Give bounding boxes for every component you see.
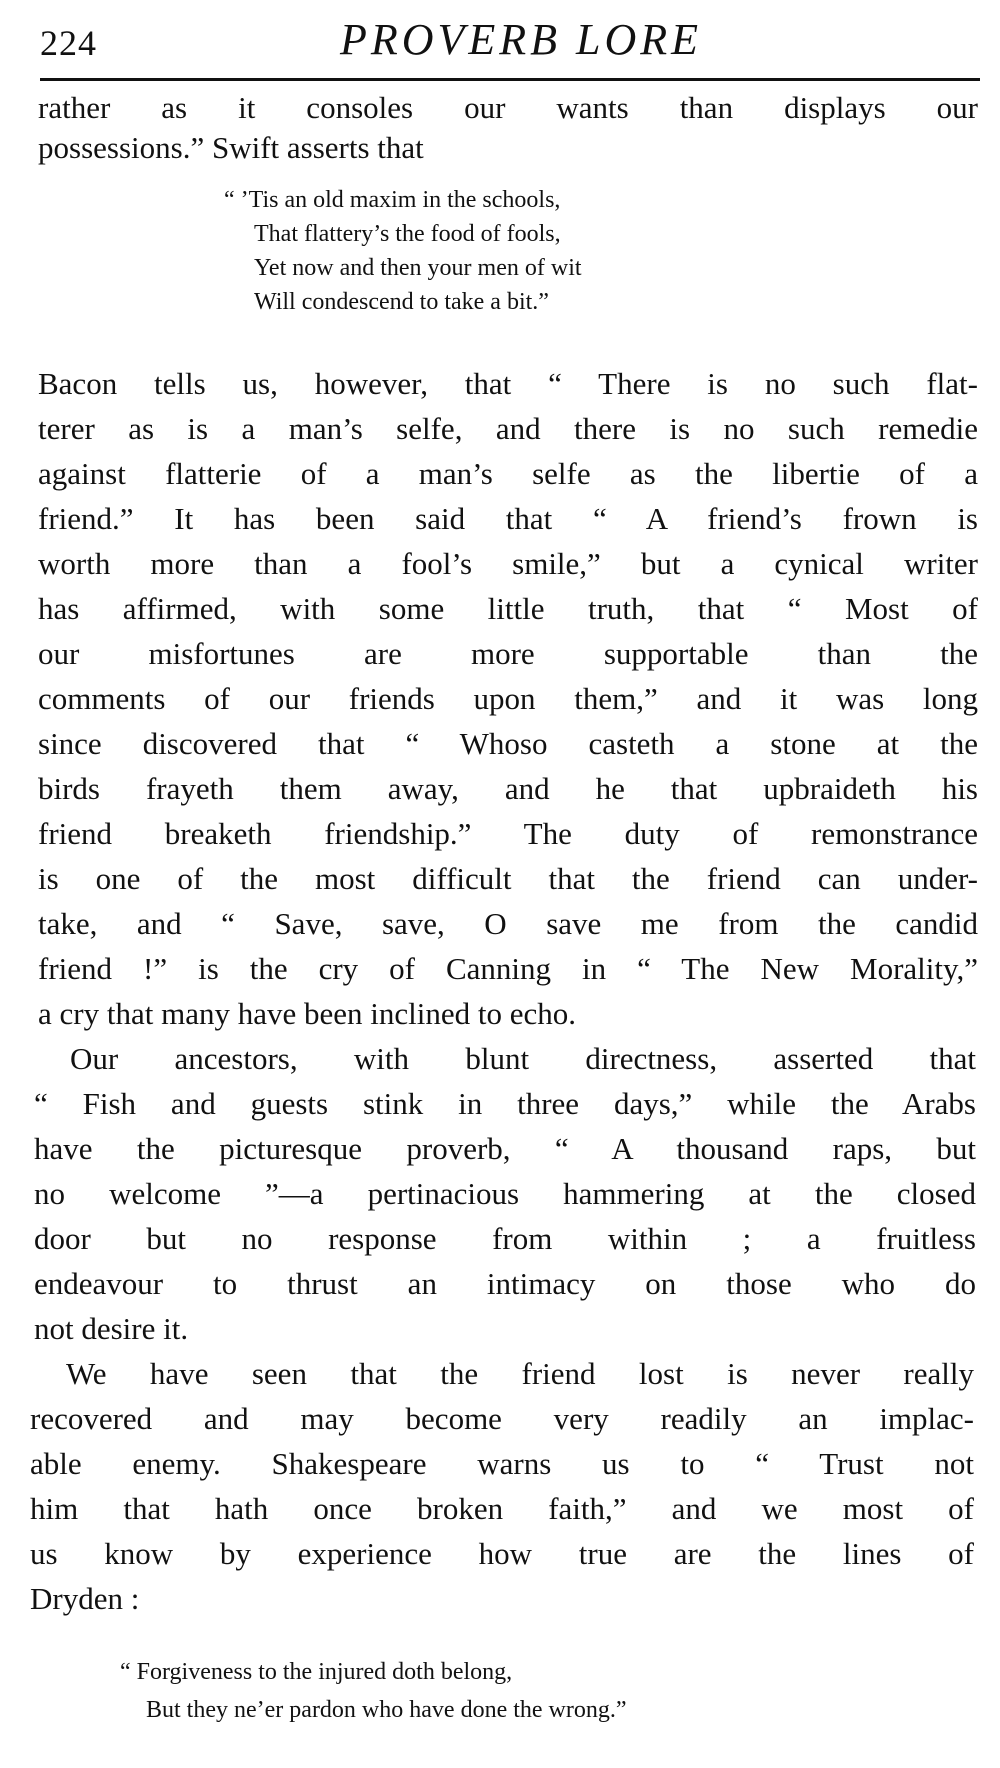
text-line: since discovered that “ Whoso casteth a stone at the [38, 726, 978, 761]
text-line: us know by experience how true are the lines of [30, 1536, 974, 1571]
verse-line: But they ne’er pardon who have done the wrong.” [146, 1697, 627, 1723]
text-line: Bacon tells us, however, that “ There is no such flat- [38, 366, 978, 401]
text-line: worth more than a fool’s smile,” but a cynical writer [38, 546, 978, 581]
text-line: terer as is a man’s selfe, and there is no such remedie [38, 411, 978, 446]
verse-line: Yet now and then your men of wit [254, 255, 582, 281]
text-line: Our ancestors, with blunt directness, asserted that [70, 1041, 976, 1076]
text-line: friend.” It has been said that “ A friend’s frown is [38, 501, 978, 536]
text-line: no welcome ”—a pertinacious hammering at the closed [34, 1176, 976, 1211]
text-line: birds frayeth them away, and he that upbraideth his [38, 771, 978, 806]
text-line: has affirmed, with some little truth, that “ Most of [38, 591, 978, 626]
verse-line: That flattery’s the food of fools, [254, 221, 561, 247]
text-line: have the picturesque proverb, “ A thousand raps, but [34, 1131, 976, 1166]
verse-line: Will condescend to take a bit.” [254, 289, 549, 315]
text-line: our misfortunes are more supportable than the [38, 636, 978, 671]
text-line: We have seen that the friend lost is never really [66, 1356, 974, 1391]
header-rule [40, 78, 980, 81]
text-line: him that hath once broken faith,” and we most of [30, 1491, 974, 1526]
text-line: is one of the most difficult that the friend can under- [38, 861, 978, 896]
text-line: comments of our friends upon them,” and it was long [38, 681, 978, 716]
text-line: recovered and may become very readily an implac- [30, 1401, 974, 1436]
page-header [40, 8, 980, 78]
text-line: “ Fish and guests stink in three days,” while the Arabs [34, 1086, 976, 1121]
text-line: against flatterie of a man’s selfe as the libertie of a [38, 456, 978, 491]
text-line: friend !” is the cry of Canning in “ The New Morality,” [38, 951, 978, 986]
verse-line: “ ’Tis an old maxim in the schools, [224, 187, 561, 213]
text-line: possessions.” Swift asserts that [38, 130, 424, 165]
text-line: door but no response from within ; a fruitless [34, 1221, 976, 1256]
text-line: Dryden : [30, 1581, 140, 1616]
page-number: 224 [40, 23, 97, 63]
text-line: take, and “ Save, save, O save me from the candid [38, 906, 978, 941]
verse-line: “ Forgiveness to the injured doth belong, [120, 1659, 513, 1685]
text-line: not desire it. [34, 1311, 189, 1346]
text-line: a cry that many have been inclined to echo. [38, 996, 576, 1031]
text-line: endeavour to thrust an intimacy on those who do [34, 1266, 976, 1301]
text-line: able enemy. Shakespeare warns us to “ Trust not [30, 1446, 974, 1481]
text-line: rather as it consoles our wants than displays our [38, 90, 978, 125]
text-line: friend breaketh friendship.” The duty of remonstrance [38, 816, 978, 851]
running-title: PROVERB LORE [340, 15, 703, 64]
